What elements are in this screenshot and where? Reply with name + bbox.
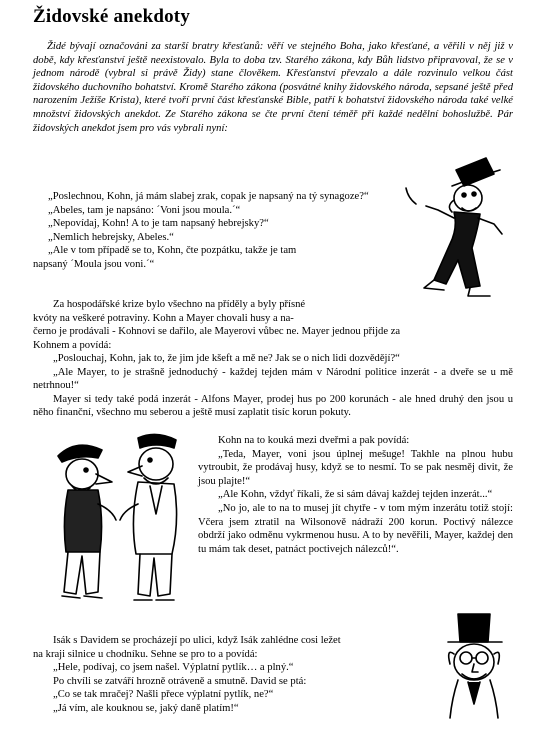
dialogue-line: „Nemlich hebrejsky, Abeles.“ bbox=[48, 231, 174, 243]
joke-geese-dialogue bbox=[33, 352, 513, 420]
dialogue-line: napsaný ´Moula jsou voni.´“ bbox=[33, 259, 155, 270]
dialogue-line: „Abeles, tam je napsáno: ´Voni jsou moula.´“ bbox=[48, 204, 241, 216]
joke-synagogue-end bbox=[33, 258, 393, 272]
two-men-illustration bbox=[46, 424, 196, 620]
joke-geese-intro bbox=[33, 298, 378, 325]
dialogue-line: „Já vím, ale kouknou se, jaký daně platím!“ bbox=[53, 702, 239, 714]
paragraph-line: kvóty na veškeré potraviny. Kohn a Mayer chovali husy a na- bbox=[33, 312, 294, 324]
narration: Mayer si tedy také podá inzerát - Alfons Mayer, prodej hus po 200 korunách - ale hned druhý den jsou u něho finanční, všechno mu seberou a ještě musí zaplatit tisíc korun pokuty. bbox=[33, 393, 513, 419]
dialogue-line: „Ale v tom případě se to, Kohn, čte pozpátku, takže je tam bbox=[48, 245, 297, 257]
paragraph-line: černo je prodávali - Kohnovi se dařilo, ale Mayerovi vůbec ne. Mayer jednou přijde za bbox=[33, 326, 401, 337]
dialogue-line: „Hele, podívaj, co jsem našel. Výplatní pytlík… a plný.“ bbox=[53, 662, 294, 674]
dialogue-line: „Ale Kohn, vždyť říkali, že si sám dávaj každej tejden inzerát...“ bbox=[218, 489, 493, 501]
dialogue-line: „Teda, Mayer, voni jsou úplnej mešuge! Takhle na plnou hubu vytroubit, že prodávaj husy, když se to nesmí. To se pak nesměj divit, že jsou plajte!“ bbox=[198, 448, 513, 487]
paragraph-line: Za hospodářské krize bylo všechno na příděly a byly přísné bbox=[53, 299, 306, 310]
dialogue-line: „No jo, ale to na to musej jít chytře - v tom mým inzerátu totiž stojí: Včera jsem ztratil na Wilsonově nádraží 200 korun. Poctivý nálezce obdrží jako odměnu vykrmenou husu. A to by nevěřili, Mayer, každej den tu mám tak deset, patnáct poctivejch nálezců!“. bbox=[198, 502, 513, 555]
dialogue-line: „Co se tak mračej? Našli přece výplatní pytlík, ne?“ bbox=[53, 689, 274, 701]
narration: Kohn na to kouká mezi dveřmi a pak povídá: bbox=[218, 435, 410, 446]
page-title: Židovské anekdoty bbox=[33, 6, 191, 27]
dialogue-line: „Ale Mayer, to je strašně jednoduchý - každej tejden mám v Národní politice inzerát - a dveře se u mě netrhnou!“ bbox=[33, 366, 513, 392]
intro-paragraph: Židé bývají označováni za starší bratry křesťanů: věří ve stejného Boha, jako křesťané, a věřili v něj již v době, kdy křesťanství ještě neexistovalo. Byla to doba tzv. Starého zákona, kdy Bůh lidstvo připravoval, že se v jednom národě (vybral si právě Židy) stane člověkem. Křesťanství převzalo a dále rozvinulo velkou část židovského duchovního bohatství. Kromě Starého zákona (posvátné knihy židovského národa, sepsané ještě před narozením Ježíše Krista), které tvoří první část křesťanské Bible, patří k bohatství židovského národa také velké množství židovských anekdot. Ze Starého zákona se čte první čtení téměř při každé nedělní bohoslužbě. Pár židovských anekdot jsem pro vás vybrali nyní: bbox=[33, 41, 513, 134]
joke-geese-intro-cont bbox=[33, 325, 513, 352]
paragraph-line: na kraji silnice u chodníku. Sehne se pro to a povídá: bbox=[33, 648, 258, 660]
dialogue-line: „Poslouchaj, Kohn, jak to, že jim jde kšeft a mě ne? Jak se o nich lidi dozvědějí?“ bbox=[53, 353, 400, 364]
paragraph-line: Isák s Davidem se procházejí po ulici, když Isák zahlédne cosi ležet bbox=[53, 635, 341, 646]
top-hat-man-illustration bbox=[398, 148, 518, 308]
paragraph-line: Kohnem a povídá: bbox=[33, 339, 112, 351]
dialogue-line: „Nepovídaj, Kohn! A to je tam napsaný hebrejsky?“ bbox=[48, 218, 269, 230]
joke-geese-right-column bbox=[198, 434, 513, 556]
paragraph-line: Po chvíli se zatváří hrozně otráveně a smutně. David se ptá: bbox=[53, 675, 307, 687]
glasses-man-illustration bbox=[428, 608, 524, 720]
dialogue-line: „Poslechnou, Kohn, já mám slabej zrak, copak je napsaný na tý synagoze?“ bbox=[48, 191, 369, 202]
joke-synagogue bbox=[48, 190, 458, 258]
joke-pay-envelope bbox=[33, 634, 433, 716]
